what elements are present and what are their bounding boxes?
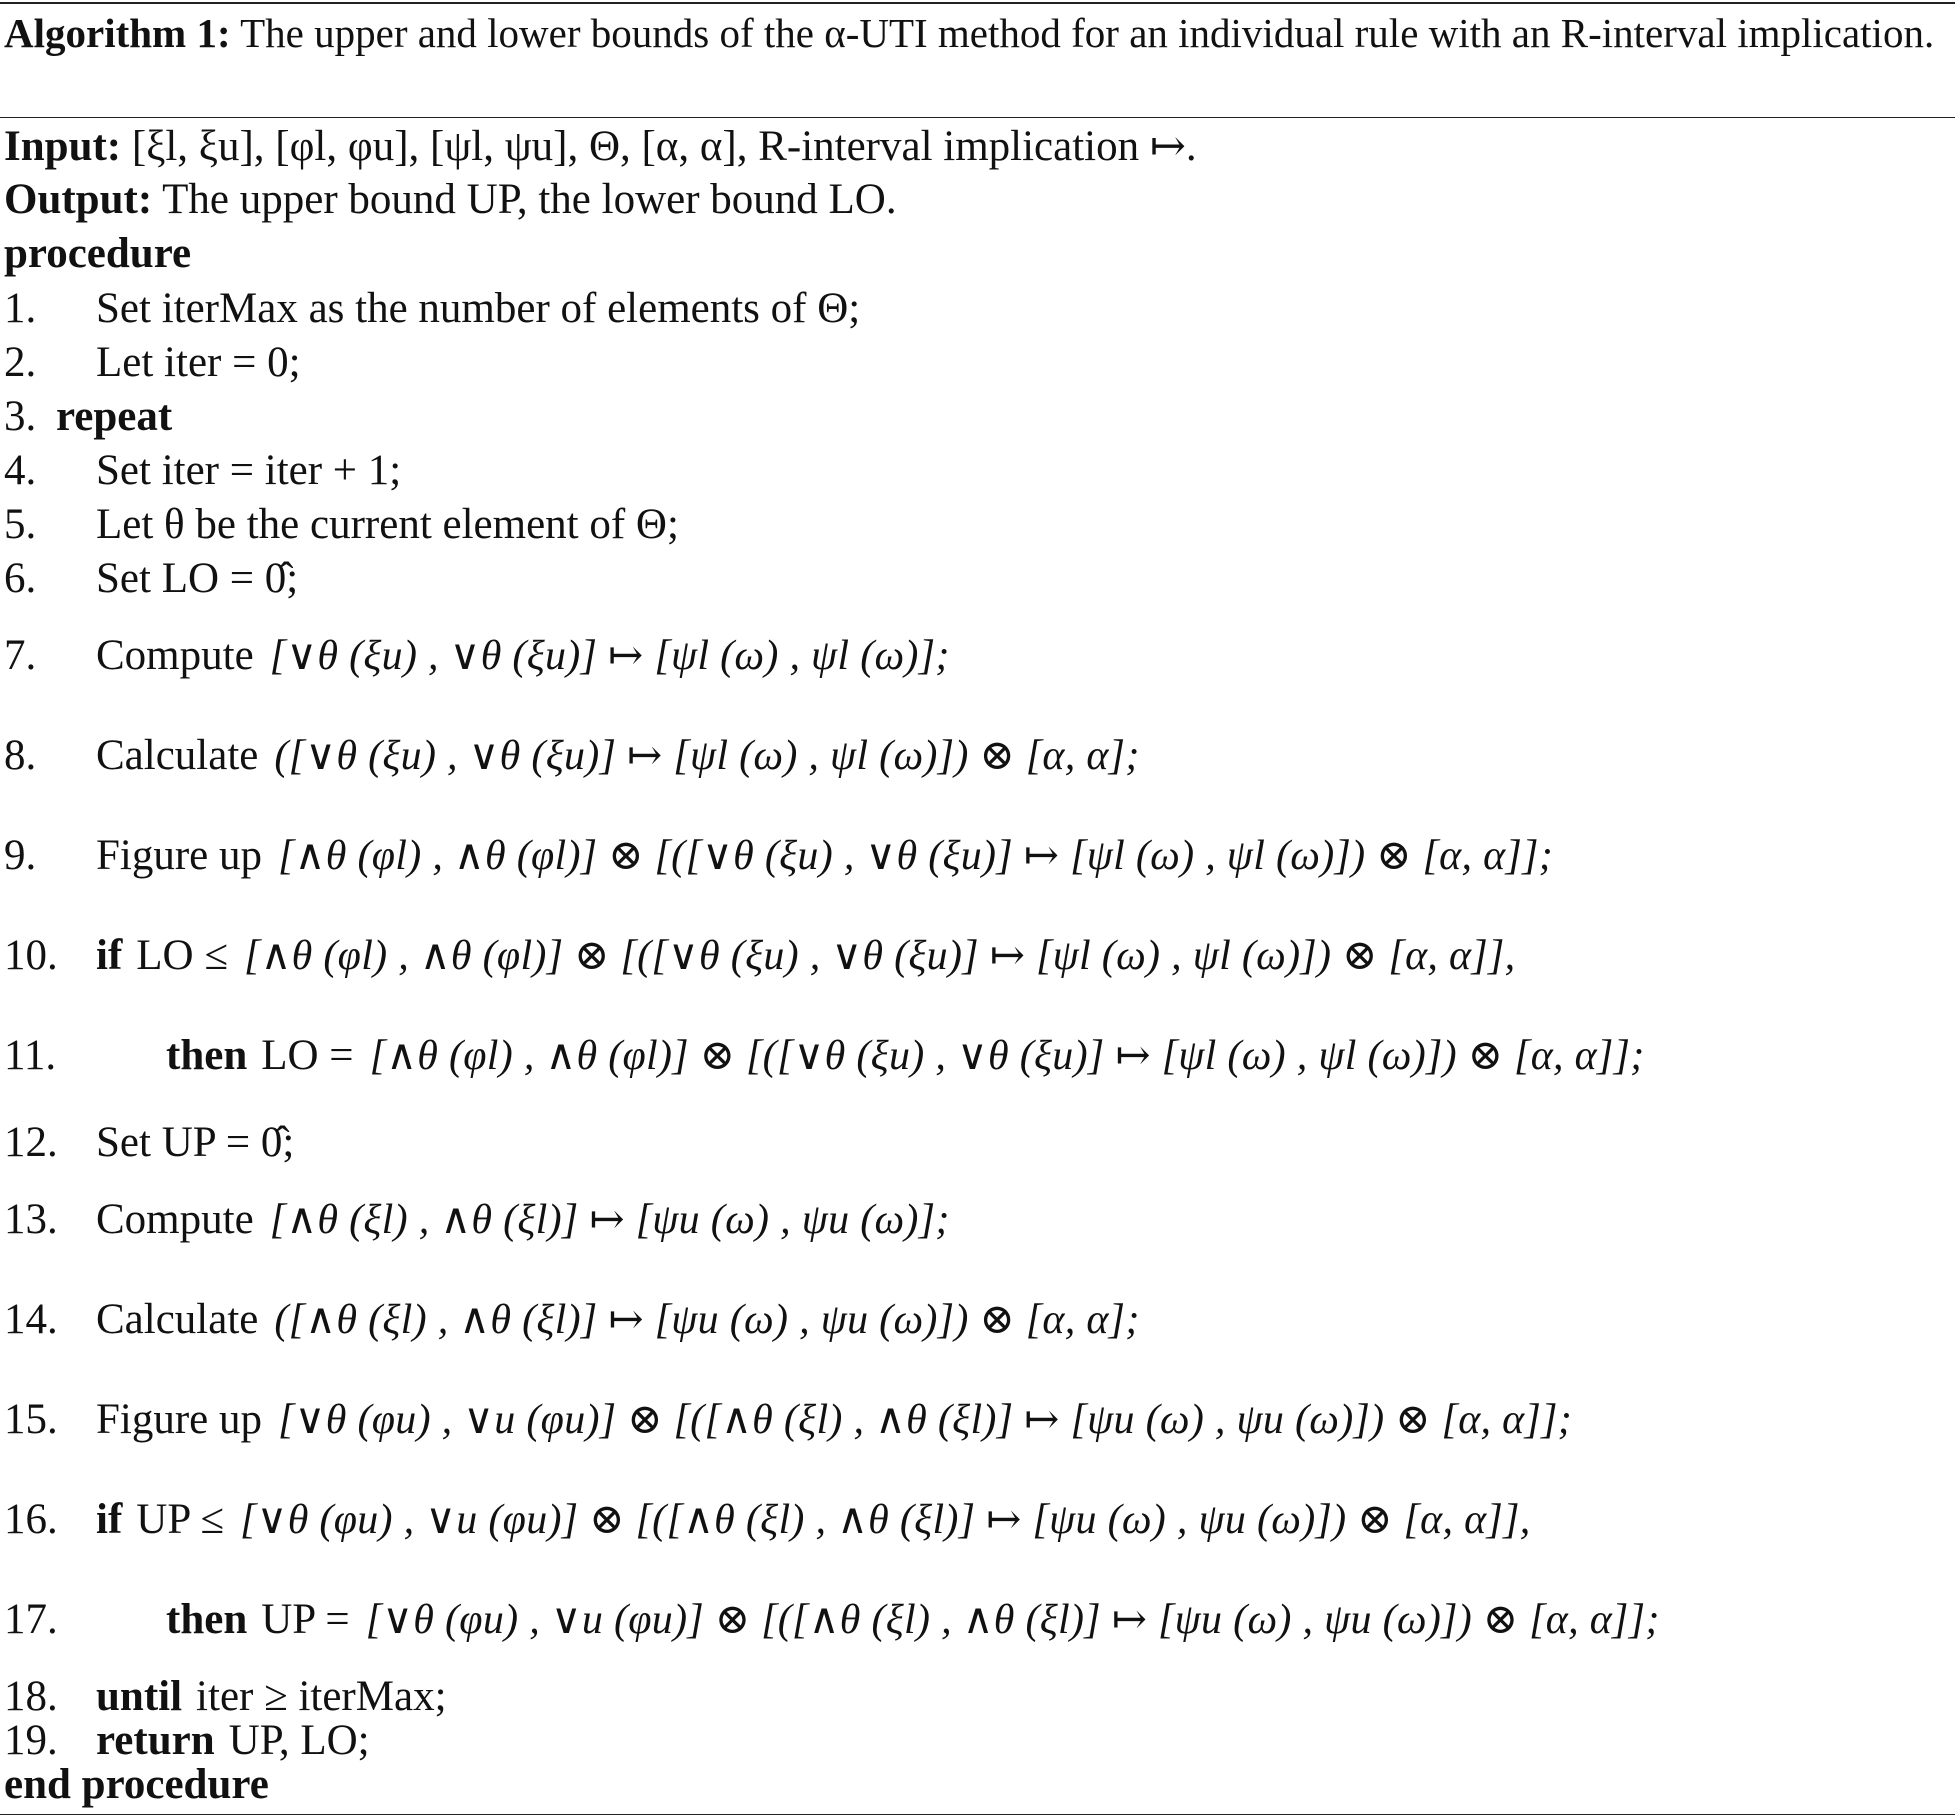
- caption-rule: [0, 117, 1955, 118]
- step-text: UP =: [261, 1595, 350, 1643]
- step-text: LO ≤: [136, 931, 228, 979]
- caption-text: The upper and lower bounds of the α-UTI method for an individual rule with an R-interval implication.: [240, 10, 1935, 56]
- step-15: [4, 1369, 1572, 1469]
- step-16: [4, 1469, 1531, 1569]
- step-text: Set UP = 0̂;: [96, 1118, 295, 1166]
- step-body: [96, 930, 1515, 980]
- step-number: 2.: [4, 338, 37, 386]
- step-number: 12.: [4, 1118, 58, 1166]
- step-formula: ([∧θ (ξl) , ∧θ (ξl)] ↦ [ψu (ω) , ψu (ω)]) ⊗ [α, α];: [274, 1297, 1140, 1343]
- step-formula: [∧θ (ξl) , ∧θ (ξl)] ↦ [ψu (ω) , ψu (ω)];: [269, 1197, 950, 1243]
- step-number: 17.: [4, 1595, 58, 1643]
- step-formula: [∨θ (φu) , ∨u (φu)] ⊗ [([∧θ (ξl) , ∧θ (ξl)] ↦ [ψu (ω) , ψu (ω)]) ⊗ [α, α]];: [278, 1397, 1573, 1443]
- step-8: [4, 705, 1140, 805]
- step-body: [166, 1030, 1645, 1080]
- step-number: 3.: [4, 392, 37, 440]
- step-2: [4, 335, 301, 389]
- step-text: iter ≥ iterMax;: [196, 1672, 447, 1720]
- caption-label: Algorithm 1:: [4, 10, 231, 56]
- step-5: [4, 497, 679, 551]
- step-text: Calculate: [96, 1295, 259, 1343]
- step-number: 8.: [4, 731, 37, 779]
- step-formula: [∧θ (φl) , ∧θ (φl)] ⊗ [([∨θ (ξu) , ∨θ (ξu)] ↦ [ψl (ω) , ψl (ω)]) ⊗ [α, α]];: [278, 833, 1554, 879]
- step-1: [4, 281, 860, 335]
- step-3: [4, 389, 186, 443]
- step-formula: [∧θ (φl) , ∧θ (φl)] ⊗ [([∨θ (ξu) , ∨θ (ξu)] ↦ [ψl (ω) , ψl (ω)]) ⊗ [α, α]];: [369, 1033, 1645, 1079]
- step-number: 18.: [4, 1672, 58, 1720]
- step-keyword: if: [96, 931, 123, 979]
- step-keyword: then: [166, 1031, 248, 1079]
- step-number: 1.: [4, 284, 37, 332]
- step-keyword: then: [166, 1595, 248, 1643]
- step-body: [56, 392, 186, 441]
- step-10: [4, 905, 1515, 1005]
- step-text: LO =: [261, 1031, 354, 1079]
- step-number: 14.: [4, 1295, 58, 1343]
- step-number: 4.: [4, 446, 37, 494]
- step-keyword: repeat: [56, 392, 173, 440]
- step-keyword: return: [96, 1716, 215, 1764]
- step-text: Set iterMax as the number of elements of Θ;: [96, 284, 861, 332]
- step-body: [96, 446, 401, 495]
- step-text: Figure up: [96, 831, 263, 879]
- input-line: [4, 120, 1197, 174]
- step-17: [4, 1569, 1660, 1669]
- algorithm-caption: [4, 6, 1949, 60]
- output-text: The upper bound UP, the lower bound LO.: [162, 176, 897, 223]
- step-body: [96, 1494, 1531, 1544]
- step-text: Compute: [96, 1195, 254, 1243]
- step-body: [96, 1294, 1140, 1344]
- step-body: [96, 338, 301, 387]
- input-text: [ξl, ξu], [φl, φu], [ψl, ψu], Θ, [α, α], R-interval implication ↦.: [131, 123, 1197, 170]
- step-body: [96, 630, 950, 680]
- step-text: Let iter = 0;: [96, 338, 301, 386]
- step-number: 9.: [4, 831, 37, 879]
- step-formula: ([∨θ (ξu) , ∨θ (ξu)] ↦ [ψl (ω) , ψl (ω)]) ⊗ [α, α];: [274, 733, 1140, 779]
- step-formula: [∨θ (φu) , ∨u (φu)] ⊗ [([∧θ (ξl) , ∧θ (ξl)] ↦ [ψu (ω) , ψu (ω)]) ⊗ [α, α]];: [365, 1597, 1660, 1643]
- procedure-start: procedure: [4, 230, 192, 277]
- step-text: UP, LO;: [228, 1716, 370, 1764]
- step-body: [96, 554, 298, 603]
- step-7: [4, 605, 950, 705]
- input-label: Input:: [4, 123, 122, 170]
- step-formula: [∧θ (φl) , ∧θ (φl)] ⊗ [([∨θ (ξu) , ∨θ (ξu)] ↦ [ψl (ω) , ψl (ω)]) ⊗ [α, α]],: [243, 933, 1516, 979]
- step-keyword: if: [96, 1495, 123, 1543]
- step-text: UP ≤: [136, 1495, 225, 1543]
- step-number: 11.: [4, 1031, 57, 1079]
- step-number: 5.: [4, 500, 37, 548]
- step-text: Calculate: [96, 731, 259, 779]
- step-4: [4, 443, 401, 497]
- step-body: [96, 730, 1140, 780]
- step-text: Set iter = iter + 1;: [96, 446, 402, 494]
- step-number: 19.: [4, 1716, 58, 1764]
- step-text: Compute: [96, 631, 254, 679]
- output-label: Output:: [4, 176, 153, 223]
- output-line: [4, 173, 897, 227]
- step-6: [4, 551, 298, 605]
- step-body: [96, 500, 679, 549]
- step-14: [4, 1269, 1140, 1369]
- bottom-rule: [0, 1814, 1955, 1815]
- step-number: 10.: [4, 931, 58, 979]
- procedure-end: end procedure: [4, 1761, 269, 1808]
- step-number: 6.: [4, 554, 37, 602]
- step-number: 16.: [4, 1495, 58, 1543]
- step-body: [96, 284, 860, 333]
- step-keyword: until: [96, 1672, 183, 1720]
- step-body: [96, 830, 1553, 880]
- step-formula: [∨θ (φu) , ∨u (φu)] ⊗ [([∧θ (ξl) , ∧θ (ξl)] ↦ [ψu (ω) , ψu (ω)]) ⊗ [α, α]],: [240, 1497, 1531, 1543]
- step-text: Figure up: [96, 1395, 263, 1443]
- step-text: Set LO = 0̂;: [96, 554, 299, 602]
- step-number: 15.: [4, 1395, 58, 1443]
- step-text: Let θ be the current element of Θ;: [96, 500, 679, 548]
- top-rule: [0, 2, 1955, 4]
- step-12: [4, 1115, 294, 1169]
- step-body: [166, 1594, 1660, 1644]
- step-body: [96, 1394, 1572, 1444]
- step-formula: [∨θ (ξu) , ∨θ (ξu)] ↦ [ψl (ω) , ψl (ω)];: [269, 633, 950, 679]
- step-9: [4, 805, 1553, 905]
- step-number: 7.: [4, 631, 37, 679]
- step-body: [96, 1194, 950, 1244]
- step-13: [4, 1169, 950, 1269]
- step-body: [96, 1118, 294, 1167]
- step-number: 13.: [4, 1195, 58, 1243]
- step-11: [4, 1005, 1645, 1105]
